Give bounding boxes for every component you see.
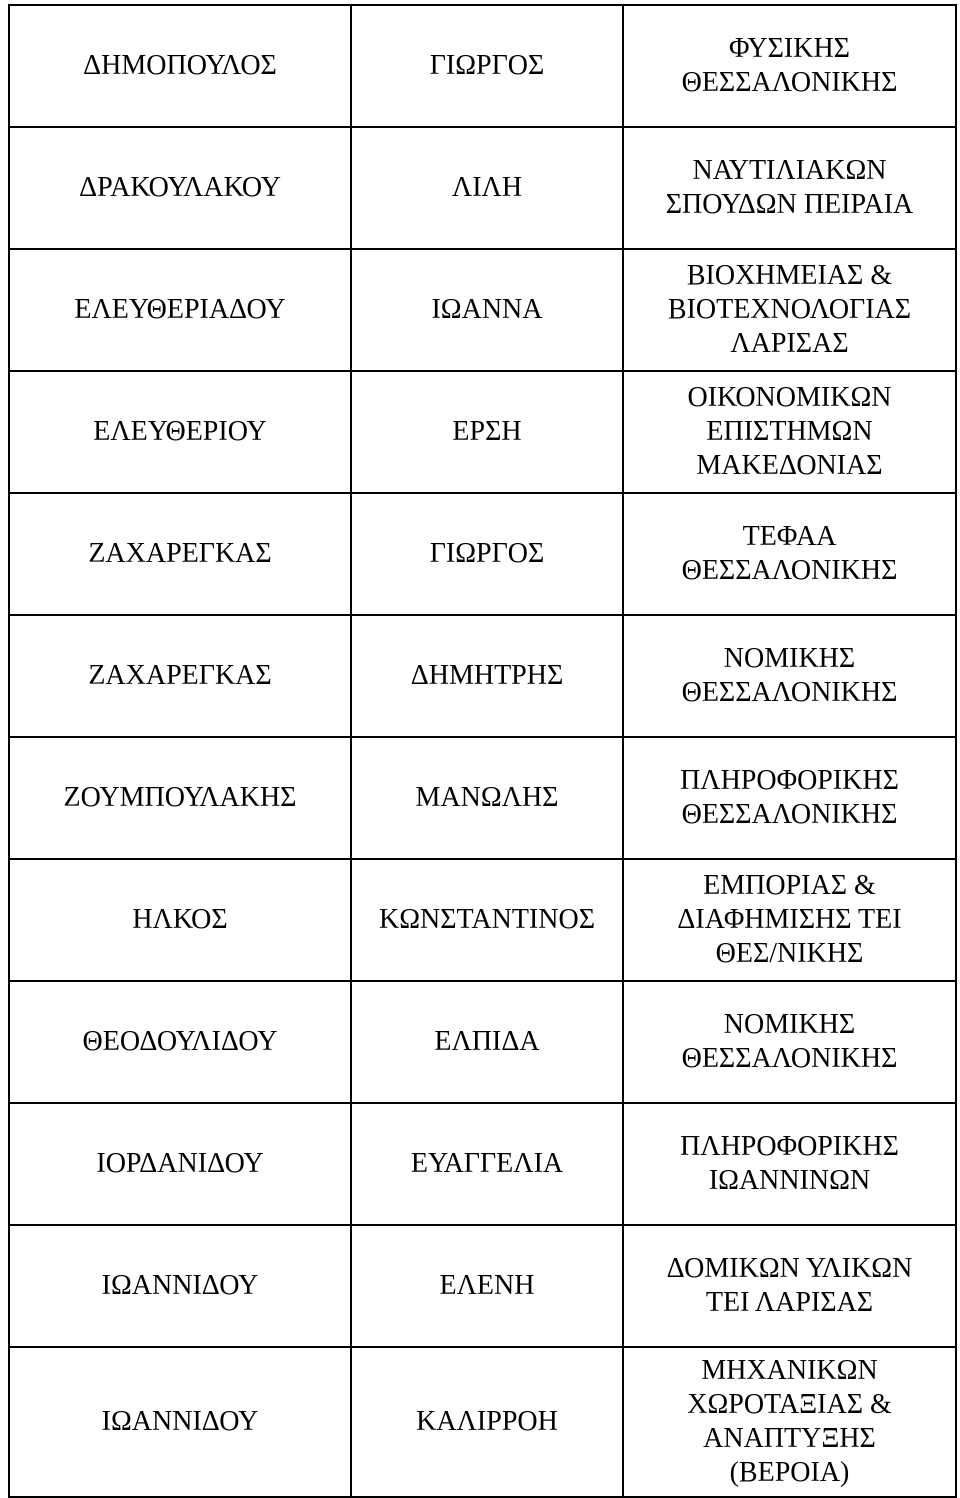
department-line: ΘΕΣ/ΝΙΚΗΣ: [715, 938, 864, 969]
department-line: ΘΕΣΣΑΛΟΝΙΚΗΣ: [681, 677, 898, 708]
table-row: [9, 1225, 956, 1347]
department-line: ΘΕΣΣΑΛΟΝΙΚΗΣ: [681, 555, 898, 586]
department-line: ΔΙΑΦΗΜΙΣΗΣ ΤΕΙ: [677, 904, 902, 935]
department-line: ΣΠΟΥΔΩΝ ΠΕΙΡΑΙΑ: [665, 189, 914, 220]
table-body: [9, 5, 956, 1497]
surname-cell: ΔΗΜΟΠΟΥΛΟΣ: [9, 5, 351, 127]
table-row: [9, 1347, 956, 1497]
surname-cell: ΖΑΧΑΡΕΓΚΑΣ: [9, 615, 351, 737]
table-row: [9, 249, 956, 371]
first-name-cell: ΕΛΠΙΔΑ: [351, 981, 623, 1103]
department-line: ΛΑΡΙΣΑΣ: [730, 328, 849, 359]
table-row: [9, 127, 956, 249]
table-row: [9, 737, 956, 859]
surname-cell: ΘΕΟΔΟΥΛΙΔΟΥ: [9, 981, 351, 1103]
surname-cell: ΙΩΑΝΝΙΔΟΥ: [9, 1347, 351, 1497]
department-line: ΔΟΜΙΚΩΝ ΥΛΙΚΩΝ: [666, 1253, 913, 1284]
department-line: ΜΗΧΑΝΙΚΩΝ: [701, 1355, 878, 1386]
department-line: (ΒΕΡΟΙΑ): [729, 1457, 850, 1488]
first-name-cell: ΙΩΑΝΝΑ: [351, 249, 623, 371]
department-cell: [623, 981, 956, 1103]
surname-cell: ΖΑΧΑΡΕΓΚΑΣ: [9, 493, 351, 615]
department-line: ΜΑΚΕΔΟΝΙΑΣ: [696, 450, 883, 481]
table-row: [9, 493, 956, 615]
department-line: ΝΟΜΙΚΗΣ: [723, 1009, 856, 1040]
department-line: ΘΕΣΣΑΛΟΝΙΚΗΣ: [681, 1043, 898, 1074]
department-line: ΧΩΡΟΤΑΞΙΑΣ &: [687, 1389, 892, 1420]
department-cell: [623, 737, 956, 859]
first-name-cell: ΚΑΛΙΡΡΟΗ: [351, 1347, 623, 1497]
names-table: [8, 4, 957, 1498]
department-line: ΠΛΗΡΟΦΟΡΙΚΗΣ: [680, 765, 899, 796]
surname-cell: ΔΡΑΚΟΥΛΑΚΟΥ: [9, 127, 351, 249]
first-name-cell: ΔΗΜΗΤΡΗΣ: [351, 615, 623, 737]
department-cell: [623, 1103, 956, 1225]
department-line: ΤΕΙ ΛΑΡΙΣΑΣ: [705, 1287, 874, 1318]
surname-cell: ΕΛΕΥΘΕΡΙΟΥ: [9, 371, 351, 493]
first-name-cell: ΕΡΣΗ: [351, 371, 623, 493]
department-cell: [623, 615, 956, 737]
table-row: [9, 615, 956, 737]
department-line: ΟΙΚΟΝΟΜΙΚΩΝ: [687, 382, 892, 413]
department-line: ΠΛΗΡΟΦΟΡΙΚΗΣ: [680, 1131, 899, 1162]
surname-cell: ΗΛΚΟΣ: [9, 859, 351, 981]
department-line: ΤΕΦΑΑ: [742, 521, 837, 552]
department-line: ΝΑΥΤΙΛΙΑΚΩΝ: [692, 155, 887, 186]
department-line: ΘΕΣΣΑΛΟΝΙΚΗΣ: [681, 799, 898, 830]
department-line: ΑΝΑΠΤΥΞΗΣ: [703, 1423, 876, 1454]
department-cell: [623, 371, 956, 493]
table-row: [9, 859, 956, 981]
department-line: ΒΙΟΤΕΧΝΟΛΟΓΙΑΣ: [667, 294, 912, 325]
department-cell: [623, 1347, 956, 1497]
table-row: [9, 371, 956, 493]
department-cell: [623, 5, 956, 127]
first-name-cell: ΕΥΑΓΓΕΛΙΑ: [351, 1103, 623, 1225]
surname-cell: ΙΩΑΝΝΙΔΟΥ: [9, 1225, 351, 1347]
first-name-cell: ΓΙΩΡΓΟΣ: [351, 493, 623, 615]
department-line: ΕΜΠΟΡΙΑΣ &: [703, 870, 876, 901]
department-cell: [623, 127, 956, 249]
first-name-cell: ΓΙΩΡΓΟΣ: [351, 5, 623, 127]
department-cell: [623, 859, 956, 981]
first-name-cell: ΚΩΝΣΤΑΝΤΙΝΟΣ: [351, 859, 623, 981]
first-name-cell: ΜΑΝΩΛΗΣ: [351, 737, 623, 859]
surname-cell: ΕΛΕΥΘΕΡΙΑΔΟΥ: [9, 249, 351, 371]
department-line: ΒΙΟΧΗΜΕΙΑΣ &: [686, 260, 893, 291]
surname-cell: ΙΟΡΔΑΝΙΔΟΥ: [9, 1103, 351, 1225]
surname-cell: ΖΟΥΜΠΟΥΛΑΚΗΣ: [9, 737, 351, 859]
department-cell: [623, 493, 956, 615]
table-row: [9, 981, 956, 1103]
department-line: ΘΕΣΣΑΛΟΝΙΚΗΣ: [681, 67, 898, 98]
first-name-cell: ΛΙΛΗ: [351, 127, 623, 249]
department-cell: [623, 249, 956, 371]
department-line: ΙΩΑΝΝΙΝΩΝ: [708, 1165, 871, 1196]
department-cell: [623, 1225, 956, 1347]
department-line: ΦΥΣΙΚΗΣ: [729, 33, 850, 64]
table-row: [9, 1103, 956, 1225]
department-line: ΝΟΜΙΚΗΣ: [723, 643, 856, 674]
table-row: [9, 5, 956, 127]
first-name-cell: ΕΛΕΝΗ: [351, 1225, 623, 1347]
department-line: ΕΠΙΣΤΗΜΩΝ: [706, 416, 873, 447]
